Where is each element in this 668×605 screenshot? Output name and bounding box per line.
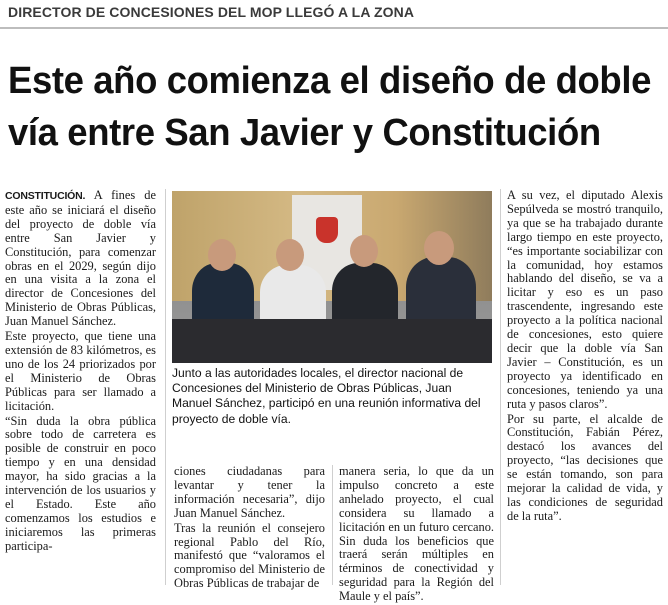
photo-seal (316, 217, 338, 243)
column-divider (500, 189, 501, 585)
paragraph: “Sin duda la obra pública sobre todo de carretera es posible de construir en poco tiempo y en una densidad mayor, ha sido gracias a la intervención de los usuarios y el Estado. Este año comenzamos los estudios e iniciaremos las primeras participa- (5, 413, 156, 553)
headline-line-2: vía entre San Javier y Constitución (8, 112, 601, 154)
paragraph: manera seria, lo que da un impulso concreto a este anhelado proyecto, el cual considera su llamado a licitación en un futuro cercano. Sin duda los beneficios que traerá serán múltiples en términos de conectividad y seguridad para la Región del Maule y el país”. (339, 464, 494, 604)
photo-caption: Junto a las autoridades locales, el director nacional de Concesiones del Ministerio de Obras Públicas, Juan Manuel Sánchez, participó en una reunión informativa del proyecto de doble vía. (172, 366, 481, 426)
headline-line-1: Este año comienza el diseño de doble (8, 60, 651, 102)
text-column-2 (174, 465, 325, 592)
text-column-4 (507, 189, 663, 525)
paragraph: Tras la reunión el consejero regional Pablo del Río, manifestó que “valoramos el compromiso del Ministerio de Obras Públicas de trabajar de (174, 520, 325, 591)
paragraph-text: A fines de este año se iniciará el diseño del proyecto de doble vía entre San Javier y Constitución, para comenzar obras en el 2029, según dijo en una visita a la zona el director de Concesiones del Ministerio de Obras Públicas, Juan Manuel Sánchez. (5, 188, 156, 329)
paragraph: Este proyecto, que tiene una extensión de 83 kilómetros, es uno de los 24 priorizados por el Ministerio de Obras Públicas para ser llamado a licitación. (5, 329, 156, 413)
paragraph: ciones ciudadanas para levantar y tener la información necesaria”, dijo Juan Manuel Sánchez. (174, 464, 325, 520)
section-kicker: DIRECTOR DE CONCESIONES DEL MOP LLEGÓ A LA ZONA (8, 4, 415, 20)
paragraph (5, 189, 156, 329)
paragraph: Por su parte, el alcalde de Constitución, Fabián Pérez, destacó los avances del proyecto, “las decisiones que se están tomando, son para mejorar la calidad de vida, y las condiciones de seguridad de la ruta”. (507, 411, 663, 523)
paragraph: A su vez, el diputado Alexis Sepúlveda se mostró tranquilo, ya que se ha trabajado durante largo tiempo en este proyecto, “es importante sociabilizar con la comunidad, hoy estamos hablando del diseño, se va a licitar y eso es un paso trascendente, ingresando este proyecto a la política nacional de concesiones, esto quiere decir que la doble vía San Javier – Constitución, es un proyecto ya identificado en concesiones, teniendo ya una ruta y pasos claros”. (507, 188, 663, 411)
article-headline (8, 55, 651, 159)
article-photo (172, 191, 492, 363)
text-column-1 (5, 189, 156, 555)
photo-table (172, 319, 492, 363)
photo-head (350, 235, 378, 267)
text-column-3 (339, 465, 494, 605)
header-rule (0, 27, 668, 29)
photo-head (276, 239, 304, 271)
column-divider (332, 465, 333, 585)
dateline: CONSTITUCIÓN. (5, 190, 86, 202)
photo-head (424, 231, 454, 265)
column-divider (165, 189, 166, 585)
photo-head (208, 239, 236, 271)
